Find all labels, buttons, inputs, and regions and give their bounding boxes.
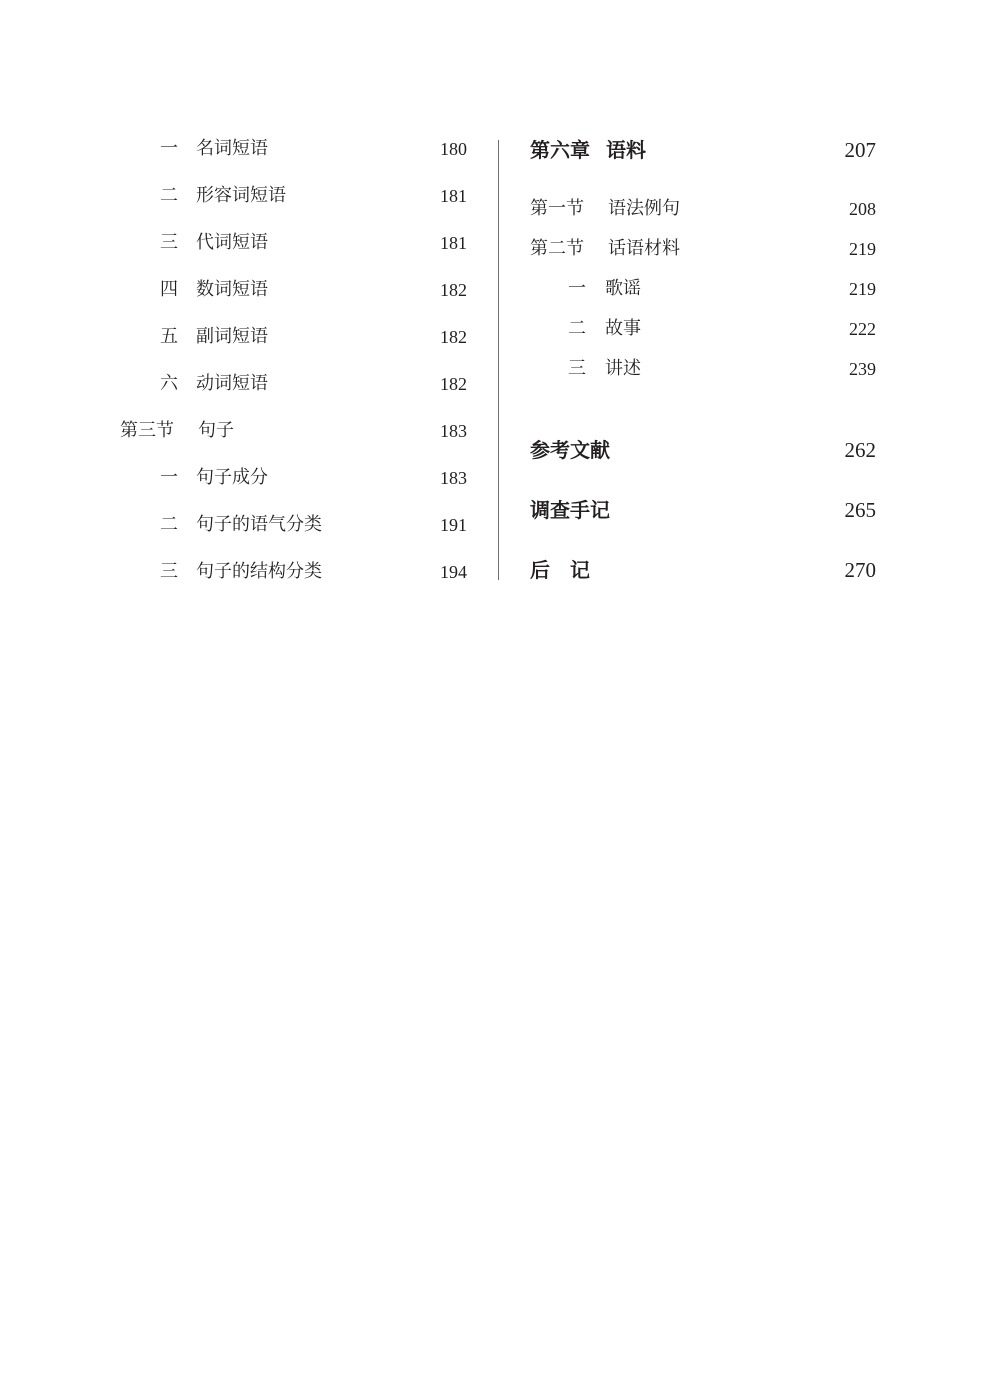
entry-number: 六 (160, 373, 178, 394)
section-number: 第三节 (120, 420, 174, 441)
entry-number: 一 (568, 278, 586, 299)
toc-entry[interactable] (120, 463, 467, 493)
entry-page-number: 183 (440, 421, 467, 441)
entry-number: 一 (160, 467, 178, 488)
entry-title: 句子的语气分类 (196, 514, 322, 535)
entry-title: 句子成分 (196, 467, 268, 488)
toc-entry[interactable] (120, 557, 467, 587)
toc-chapter-entry[interactable] (530, 555, 876, 585)
entry-title: 代词短语 (196, 232, 268, 253)
entry-number: 一 (160, 138, 178, 159)
entry-title: 歌谣 (605, 278, 641, 299)
entry-page-number: 219 (849, 279, 876, 299)
toc-chapter-entry[interactable] (530, 435, 876, 465)
entry-page-number: 183 (440, 468, 467, 488)
toc-section-entry[interactable] (530, 234, 876, 264)
chapter-page-number: 265 (844, 498, 876, 522)
toc-section-entry[interactable] (530, 194, 876, 224)
toc-entry[interactable] (120, 322, 467, 352)
section-number: 第二节 (530, 238, 584, 259)
entry-number: 三 (160, 232, 178, 253)
chapter-title: 语料 (606, 138, 646, 162)
toc-section-entry[interactable] (120, 416, 467, 446)
entry-number: 二 (160, 514, 178, 535)
toc-entry[interactable] (120, 134, 467, 164)
entry-title: 副词短语 (196, 326, 268, 347)
toc-entry[interactable] (120, 369, 467, 399)
column-divider (498, 140, 499, 580)
toc-entry[interactable] (120, 228, 467, 258)
entry-title: 句子的结构分类 (196, 561, 322, 582)
entry-page-number: 181 (440, 186, 467, 206)
entry-title: 动词短语 (196, 373, 268, 394)
chapter-page-number: 262 (844, 438, 876, 462)
toc-entry[interactable] (530, 354, 876, 384)
section-number: 第一节 (530, 198, 584, 219)
toc-entry[interactable] (530, 314, 876, 344)
entry-page-number: 182 (440, 280, 467, 300)
entry-number: 四 (160, 279, 178, 300)
toc-right-column (530, 0, 876, 600)
entry-page-number: 239 (849, 359, 876, 379)
section-title: 话语材料 (608, 238, 680, 259)
entry-number: 二 (160, 185, 178, 206)
toc-entry[interactable] (120, 275, 467, 305)
entry-title: 名词短语 (196, 138, 268, 159)
toc-chapter-entry[interactable] (530, 135, 876, 165)
toc-entry[interactable] (120, 181, 467, 211)
entry-page-number: 182 (440, 374, 467, 394)
chapter-page-number: 207 (844, 138, 876, 162)
entry-title: 形容词短语 (196, 185, 286, 206)
section-title: 句子 (198, 420, 234, 441)
chapter-number: 第六章 (530, 138, 590, 162)
chapter-title: 调查手记 (530, 498, 610, 522)
entry-page-number: 219 (849, 239, 876, 259)
entry-title: 讲述 (605, 358, 641, 379)
toc-chapter-entry[interactable] (530, 495, 876, 525)
chapter-title: 参考文献 (530, 438, 610, 462)
entry-page-number: 191 (440, 515, 467, 535)
toc-entry[interactable] (120, 510, 467, 540)
entry-page-number: 181 (440, 233, 467, 253)
entry-page-number: 194 (440, 562, 467, 582)
entry-page-number: 182 (440, 327, 467, 347)
toc-left-column (120, 0, 467, 600)
entry-page-number: 208 (849, 199, 876, 219)
entry-number: 五 (160, 326, 178, 347)
entry-number: 三 (568, 358, 586, 379)
entry-title: 数词短语 (196, 279, 268, 300)
entry-title: 故事 (605, 318, 641, 339)
entry-page-number: 180 (440, 139, 467, 159)
section-title: 语法例句 (608, 198, 680, 219)
toc-entry[interactable] (530, 274, 876, 304)
chapter-title: 后 记 (530, 558, 590, 582)
entry-number: 三 (160, 561, 178, 582)
chapter-page-number: 270 (844, 558, 876, 582)
entry-number: 二 (568, 318, 586, 339)
entry-page-number: 222 (849, 319, 876, 339)
